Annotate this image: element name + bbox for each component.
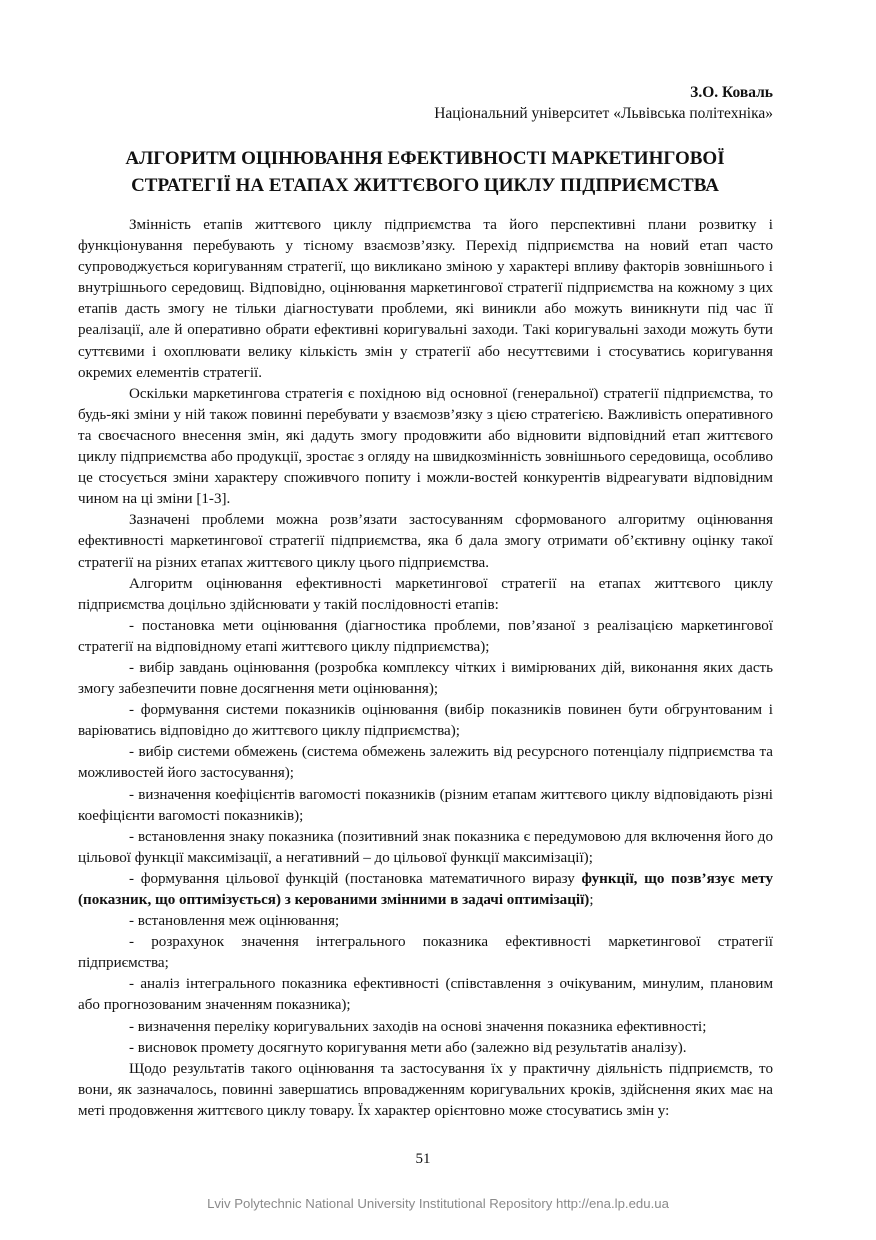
list-item-bold-text: функції, що позв’язує мету (показник, що оптимізується) з керованими змінними в задачі оптимізації) [78, 870, 773, 908]
list-item: - визначення переліку коригувальних заходів на основі значення показника ефективності; [129, 1018, 707, 1035]
paragraph-5: Щодо результатів такого оцінювання та застосування їх у практичну діяльність підприємств, то вони, як зазначалось, повинні завершатись впровадженням коригувальних кроків, здійснення яких має на меті продовження життєвого циклу товару. Їх характер орієнтовно може стосуватись змін у: [78, 1060, 773, 1119]
title-line-1: АЛГОРИТМ ОЦІНЮВАННЯ ЕФЕКТИВНОСТІ МАРКЕТИНГОВОЇ [125, 148, 725, 169]
list-item: - вибір завдань оцінювання (розробка комплексу чітких і вимірюваних дій, виконання яких дасть змогу забезпечити повне досягнення мети оцінювання); [78, 659, 773, 698]
list-item: - формування системи показників оцінювання (вибір показників повинен бути обгрунтованим і варіюватись відповідно до життєвого циклу підприємства); [78, 702, 773, 740]
list-item: - висновок промету досягнуто коригування мети або (залежно від результатів аналізу). [129, 1039, 687, 1056]
paragraph-3: Зазначені проблеми можна розв’язати застосуванням сформованого алгоритму оцінювання ефективності маркетингової стратегії підприємства, яка б дала змогу отримати об’єктивну оцінку такої стратегії на різних етапах життєвого циклу цього підприємства. [78, 512, 773, 571]
author-name: З.О. Коваль [690, 84, 773, 101]
list-item-text: - формування цільової функцій (постановка математичного виразу [129, 870, 582, 887]
author-affiliation: Національний університет «Львівська політехніка» [434, 105, 773, 122]
list-item: - аналіз інтегрального показника ефективності (співставлення з очікуваним, минулим, плановим або прогнозованим значенням показника); [78, 976, 773, 1014]
list-item [78, 869, 773, 911]
list-item: - встановлення знаку показника (позитивний знак показника є передумовою для включення його до цільової функції максимізації, а негативний – до цільової функції максимізації); [78, 828, 773, 866]
paragraph-2: Оскільки маркетингова стратегія є похідною від основної (генеральної) стратегії підприємства, то будь-які зміни у ній також повинні перебувати у взаємозв’язку з цією стратегією. Важливість оперативного та своєчасного внесення змін, які дадуть змогу продовжити або відновити відповідний етап життєвого циклу підприємства або продукції, зростає з огляду на швидкозмінність зовнішнього середовища, особливо це стосується зміни характеру споживчого попиту і можли-востей конкурентів відреагувати відповідним чином на ці зміни [1-3]. [78, 385, 773, 508]
list-item: - встановлення меж оцінювання; [129, 913, 340, 930]
list-item: - постановка мети оцінювання (діагностика проблеми, пов’язаної з реалізацією маркетингової стратегії на відповідному етапі життєвого циклу підприємства); [78, 617, 773, 655]
list-item: - розрахунок значення інтегрального показника ефективності маркетингової стратегії підприємства; [78, 934, 773, 972]
page-number: 51 [415, 1151, 431, 1167]
repository-footer: Lviv Polytechnic National University Institutional Repository http://ena.lp.edu.ua [207, 1196, 669, 1211]
paper-title [78, 145, 772, 199]
list-item: - визначення коефіцієнтів вагомості показників (різним етапам життєвого циклу відповідають різні коефіцієнти вагомості показників); [78, 786, 773, 824]
paragraph-1: Змінність етапів життєвого циклу підприємства та його перспективні плани розвитку і функціонування перебувають у тісному взаємозв’язку. Перехід підприємства на новий етап часто супроводжується коригуванням стратегії, що викликано зміною у характері впливу факторів зовнішнього і внутрішнього середовищ. Відповідно, оцінювання маркетингової стратегії підприємства на кожному з цих етапів дасть змогу не тільки діагностувати проблеми, які виникли або можуть виникнути під час її реалізації, але й оперативно обрати ефективні коригувальні заходи. Такі коригувальні заходи можуть бути суттєвими і охоплювати велику кількість змін у стратегії або несуттєвими і стосуватись коригування окремих елементів стратегії. [78, 217, 773, 381]
list-item-end: ; [589, 892, 594, 908]
paper-body [78, 215, 773, 1122]
title-line-2: СТРАТЕГІЇ НА ЕТАПАХ ЖИТТЄВОГО ЦИКЛУ ПІДПРИЄМСТВА [131, 175, 719, 196]
list-item: - вибір системи обмежень (система обмежень залежить від ресурсного потенціалу підприємства та можливостей його застосування); [78, 744, 773, 782]
paragraph-4: Алгоритм оцінювання ефективності маркетингової стратегії на етапах життєвого циклу підприємства доцільно здійснювати у такій послідовності етапів: [78, 575, 773, 613]
